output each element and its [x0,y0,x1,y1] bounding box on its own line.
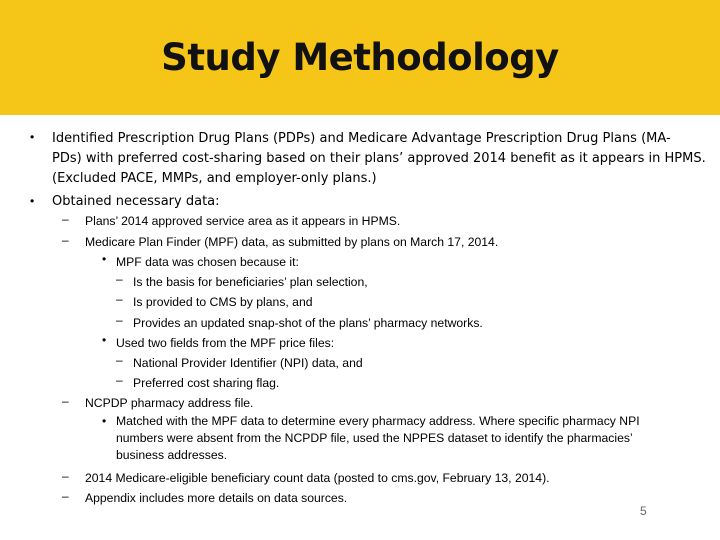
list-item: Used two fields from the MPF price files: [116,336,335,350]
dash-marker: – [116,373,123,387]
dash-marker: – [62,489,69,503]
dash-marker: – [62,212,69,226]
dash-marker: – [116,292,123,306]
list-item: Is the basis for beneficiaries’ plan selection, [133,275,368,289]
page-number: 5 [640,504,647,518]
list-item: Medicare Plan Finder (MPF) data, as submitted by plans on March 17, 2014. [85,235,499,249]
list-item: 2014 Medicare-eligible beneficiary count data (posted to cms.gov, February 13, 2014). [85,471,550,485]
dash-marker: – [116,353,123,367]
slide-title: Study Methodology [161,36,559,79]
list-item: Appendix includes more details on data sources. [85,491,348,505]
bullet-marker: • [102,333,107,347]
dash-marker: – [62,469,69,483]
list-item: Provides an updated snap-shot of the plans’ pharmacy networks. [133,316,483,330]
list-item: National Provider Identifier (NPI) data, and [133,356,363,370]
list-item: NCPDP pharmacy address file. [85,396,254,410]
bullet-text: Identified Prescription Drug Plans (PDPs) and Medicare Advantage Prescription Drug Plans (MA- PDs) with preferred cost-sharing based on their plans’ approved 2014 benefit as it appears in HPMS. (Excluded PACE, MMPs, and employer-only plans.) [52,131,706,186]
dash-marker: – [116,272,123,286]
dash-marker: – [62,233,69,247]
dash-marker: – [116,313,123,327]
dash-marker: – [62,394,69,408]
bullet-text: Obtained necessary data: [52,194,220,209]
list-item: Matched with the MPF data to determine every pharmacy address. Where specific pharmacy NPI numbers were absent from the NCPDP file, used the NPPES dataset to identify the pharmacies’ business addresses. [116,414,640,462]
list-item: Preferred cost sharing flag. [133,376,280,390]
bullet-marker: • [30,130,35,144]
list-item: MPF data was chosen because it: [116,255,299,269]
list-item: Is provided to CMS by plans, and [133,295,313,309]
bullet-marker: • [102,414,107,428]
bullet-marker: • [30,194,35,208]
list-item: Plans’ 2014 approved service area as it appears in HPMS. [85,214,401,228]
bullet-marker: • [102,252,107,266]
